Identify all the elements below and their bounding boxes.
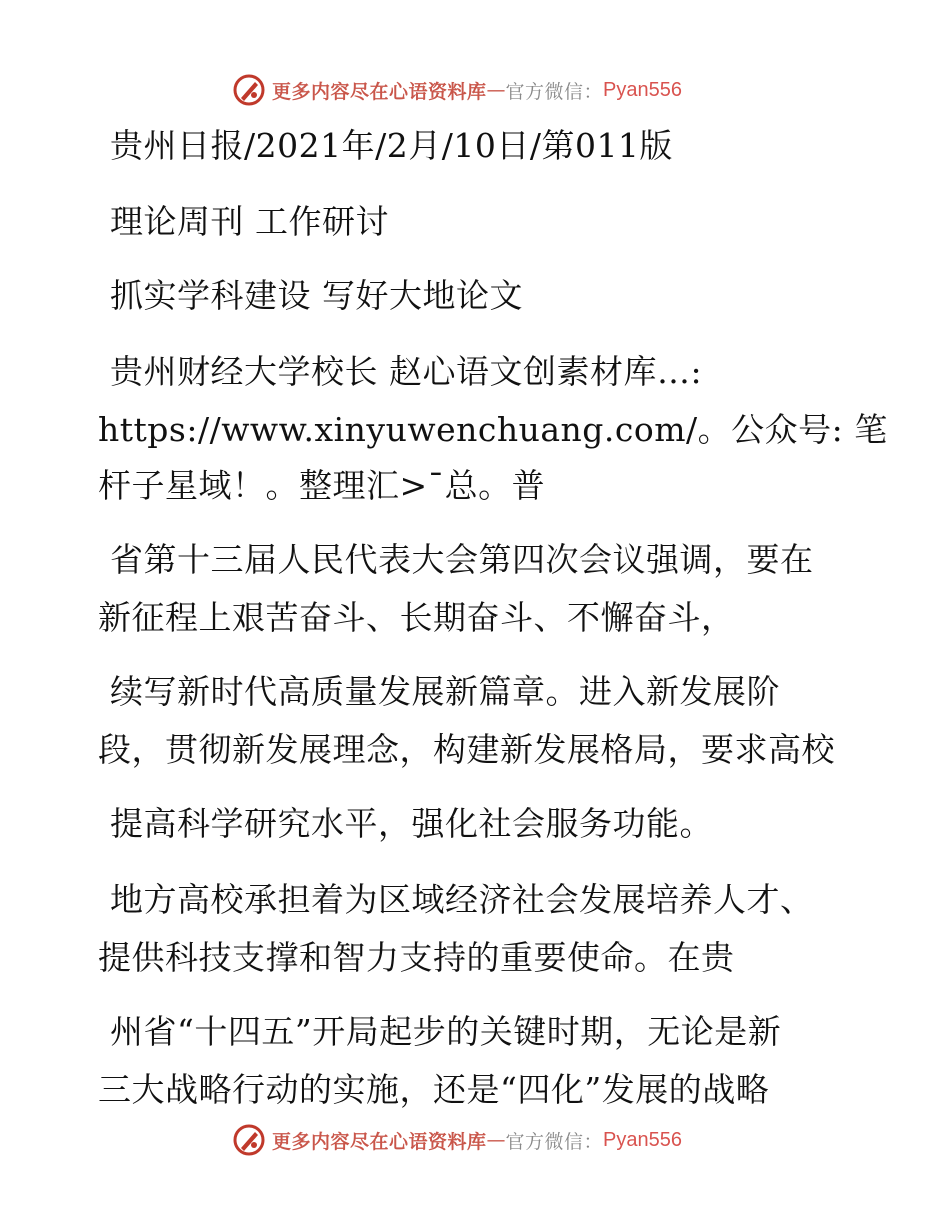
- doc-line-note: 杆子星域！。整理汇>¯总。普: [98, 466, 546, 505]
- banner-official-label: 官方微信：: [505, 80, 604, 103]
- doc-line-body: 省第十三届人民代表大会第四次会议强调，要在: [110, 540, 814, 579]
- banner-dash: —: [486, 1129, 506, 1151]
- banner-title: 更多内容尽在心语资料库: [272, 1130, 487, 1153]
- banner-wechat-id: Pyan556: [603, 78, 682, 101]
- banner-official-label: 官方微信：: [505, 1130, 604, 1153]
- doc-line-body: 三大战略行动的实施，还是“四化”发展的战略: [98, 1070, 770, 1109]
- footer-watermark-banner: [232, 1120, 682, 1160]
- pen-logo-icon: [232, 73, 266, 107]
- header-watermark-banner: [232, 70, 682, 110]
- doc-line-body: 新征程上艰苦奋斗、长期奋斗、不懈奋斗，: [98, 598, 735, 637]
- doc-line-body: 续写新时代高质量发展新篇章。进入新发展阶: [110, 672, 780, 711]
- doc-line-body: 州省“十四五”开局起步的关键时期，无论是新: [110, 1012, 782, 1051]
- pen-logo-icon: [232, 1123, 266, 1157]
- doc-line-title: 抓实学科建设 写好大地论文: [110, 276, 523, 315]
- doc-line-body: 提高科学研究水平，强化社会服务功能。: [110, 804, 713, 843]
- banner-wechat-id: Pyan556: [603, 1128, 682, 1151]
- doc-line-author: 贵州财经大学校长 赵心语文创素材库…:: [110, 352, 703, 391]
- doc-line-column: 理论周刊 工作研讨: [110, 202, 389, 241]
- doc-line-body: 地方高校承担着为区域经济社会发展培养人才、: [110, 880, 814, 919]
- banner-title: 更多内容尽在心语资料库: [272, 80, 487, 103]
- doc-line-body: 段，贯彻新发展理念，构建新发展格局，要求高校: [98, 730, 835, 769]
- doc-line-url: https://www.xinyuwenchuang.com/。公众号: 笔: [98, 410, 888, 449]
- doc-line-source: 贵州日报/2021年/2月/10日/第011版: [110, 126, 673, 165]
- doc-line-body: 提供科技支撑和智力支持的重要使命。在贵: [98, 938, 735, 977]
- banner-dash: —: [486, 79, 506, 101]
